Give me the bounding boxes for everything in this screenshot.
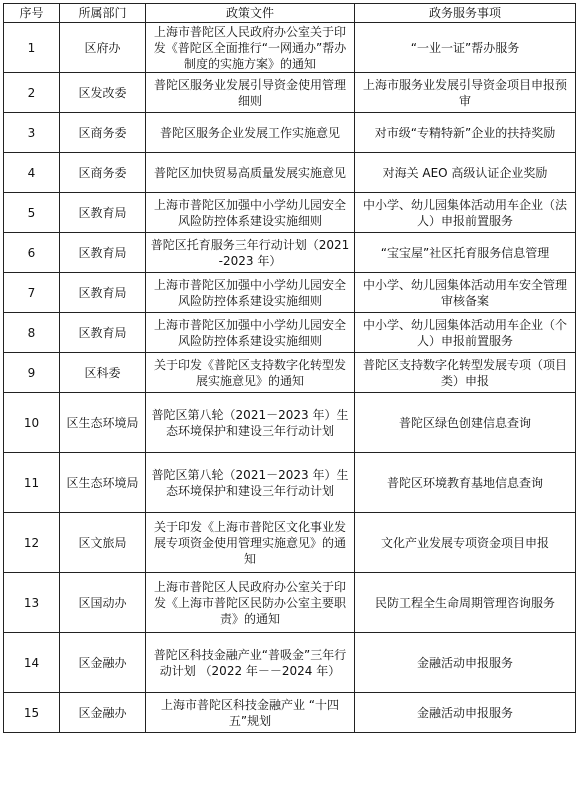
row-policy-document: 普陀区服务企业发展工作实施意见	[146, 113, 355, 153]
header-policy-document: 政策文件	[146, 4, 355, 23]
row-number: 12	[4, 513, 60, 573]
row-number: 7	[4, 273, 60, 313]
header-number: 序号	[4, 4, 60, 23]
table-row	[4, 693, 576, 733]
row-number: 15	[4, 693, 60, 733]
row-policy-document: 上海市普陀区加强中小学幼儿园安全风险防控体系建设实施细则	[146, 193, 355, 233]
row-department: 区发改委	[60, 73, 146, 113]
row-number: 1	[4, 23, 60, 73]
row-government-service: 普陀区环境教育基地信息查询	[355, 453, 576, 513]
table-row	[4, 153, 576, 193]
row-government-service: 金融活动申报服务	[355, 633, 576, 693]
table-row	[4, 73, 576, 113]
row-number: 14	[4, 633, 60, 693]
row-department: 区金融办	[60, 693, 146, 733]
row-number: 6	[4, 233, 60, 273]
row-department: 区生态环境局	[60, 393, 146, 453]
table-row	[4, 513, 576, 573]
row-department: 区生态环境局	[60, 453, 146, 513]
row-policy-document: 上海市普陀区加强中小学幼儿园安全风险防控体系建设实施细则	[146, 313, 355, 353]
row-policy-document: 普陀区第八轮（2021－2023 年）生态环境保护和建设三年行动计划	[146, 453, 355, 513]
row-department: 区商务委	[60, 153, 146, 193]
row-number: 10	[4, 393, 60, 453]
table-row	[4, 633, 576, 693]
row-policy-document: 普陀区加快贸易高质量发展实施意见	[146, 153, 355, 193]
row-department: 区商务委	[60, 113, 146, 153]
row-number: 8	[4, 313, 60, 353]
row-number: 2	[4, 73, 60, 113]
header-government-service: 政务服务事项	[355, 4, 576, 23]
row-government-service: “一业一证”帮办服务	[355, 23, 576, 73]
row-policy-document: 普陀区第八轮（2021－2023 年）生态环境保护和建设三年行动计划	[146, 393, 355, 453]
row-government-service: 上海市服务业发展引导资金项目申报预审	[355, 73, 576, 113]
row-department: 区教育局	[60, 193, 146, 233]
row-government-service: 民防工程全生命周期管理咨询服务	[355, 573, 576, 633]
table-row	[4, 313, 576, 353]
row-policy-document: 上海市普陀区人民政府办公室关于印发《普陀区全面推行“一网通办”帮办制度的实施方案》的通知	[146, 23, 355, 73]
row-policy-document: 关于印发《普陀区支持数字化转型发展实施意见》的通知	[146, 353, 355, 393]
table-row	[4, 273, 576, 313]
row-policy-document: 上海市普陀区科技金融产业 “十四五”规划	[146, 693, 355, 733]
row-policy-document: 普陀区服务业发展引导资金使用管理细则	[146, 73, 355, 113]
row-department: 区教育局	[60, 233, 146, 273]
row-policy-document: 上海市普陀区加强中小学幼儿园安全风险防控体系建设实施细则	[146, 273, 355, 313]
row-policy-document: 普陀区科技金融产业“普吸金”三年行动计划 （2022 年－－2024 年）	[146, 633, 355, 693]
row-department: 区府办	[60, 23, 146, 73]
row-department: 区教育局	[60, 273, 146, 313]
row-government-service: 文化产业发展专项资金项目申报	[355, 513, 576, 573]
row-policy-document: 普陀区托育服务三年行动计划（2021-2023 年）	[146, 233, 355, 273]
row-government-service: 中小学、幼儿园集体活动用车安全管理审核备案	[355, 273, 576, 313]
row-number: 5	[4, 193, 60, 233]
row-policy-document: 关于印发《上海市普陀区文化事业发展专项资金使用管理实施意见》的通知	[146, 513, 355, 573]
row-department: 区教育局	[60, 313, 146, 353]
table-row	[4, 23, 576, 73]
row-policy-document: 上海市普陀区人民政府办公室关于印发《上海市普陀区民防办公室主要职责》的通知	[146, 573, 355, 633]
table-row	[4, 113, 576, 153]
table-row	[4, 353, 576, 393]
row-government-service: 普陀区支持数字化转型发展专项（项目类）申报	[355, 353, 576, 393]
row-government-service: 中小学、幼儿园集体活动用车企业（法人）申报前置服务	[355, 193, 576, 233]
row-government-service: “宝宝屋”社区托育服务信息管理	[355, 233, 576, 273]
row-department: 区科委	[60, 353, 146, 393]
table-row	[4, 393, 576, 453]
header-department: 所属部门	[60, 4, 146, 23]
row-government-service: 对海关 AEO 高级认证企业奖励	[355, 153, 576, 193]
row-government-service: 普陀区绿色创建信息查询	[355, 393, 576, 453]
row-government-service: 中小学、幼儿园集体活动用车企业（个人）申报前置服务	[355, 313, 576, 353]
row-number: 3	[4, 113, 60, 153]
row-number: 9	[4, 353, 60, 393]
row-government-service: 金融活动申报服务	[355, 693, 576, 733]
table-row	[4, 193, 576, 233]
table-row	[4, 233, 576, 273]
row-number: 4	[4, 153, 60, 193]
table-header-row	[4, 4, 576, 23]
row-number: 13	[4, 573, 60, 633]
table-row	[4, 453, 576, 513]
row-department: 区文旅局	[60, 513, 146, 573]
row-department: 区金融办	[60, 633, 146, 693]
row-government-service: 对市级“专精特新”企业的扶持奖励	[355, 113, 576, 153]
table-row	[4, 573, 576, 633]
policy-service-table	[3, 3, 576, 733]
row-department: 区国动办	[60, 573, 146, 633]
row-number: 11	[4, 453, 60, 513]
